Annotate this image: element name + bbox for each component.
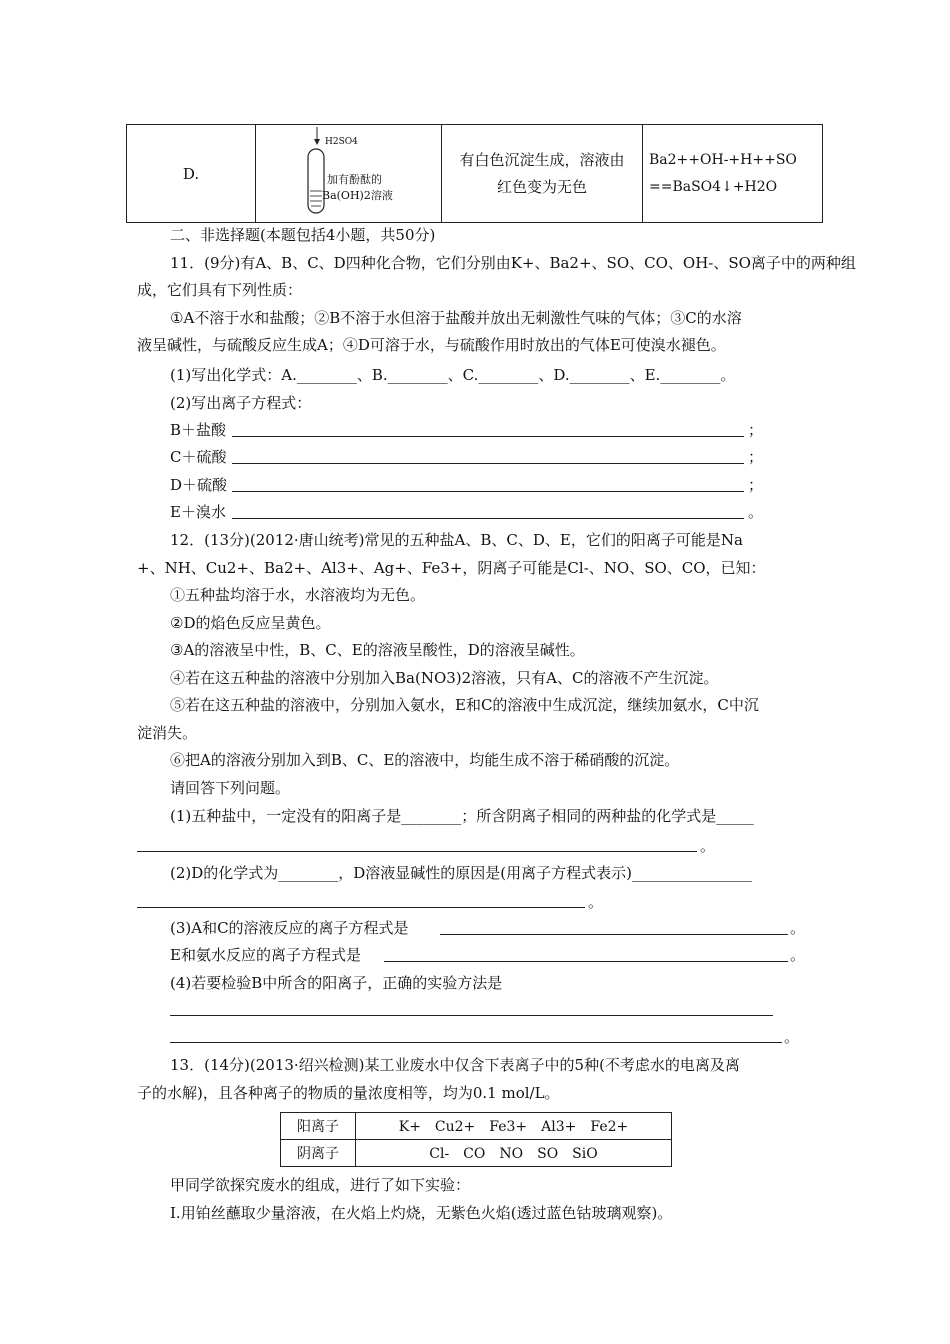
q12-s2: (2)D的化学式为________，D溶液显碱性的原因是(用离子方程式表示)________________ [170, 864, 753, 882]
section-title: 二、非选择题(本题包括4小题，共50分) [170, 226, 436, 244]
answer-blank[interactable] [170, 1042, 782, 1043]
q11-prop1: ①A不溶于水和盐酸；②B不溶于水但溶于盐酸并放出无刺激性气味的气体；③C的水溶 [170, 309, 742, 327]
q12-head2: +、NH、Cu2+、Ba2+、Al3+、Ag+、Fe3+，阴离子可能是Cl-、NO、SO、CO，已知： [137, 559, 766, 577]
answer-blank[interactable] [170, 1015, 773, 1016]
answer-blank[interactable] [232, 463, 744, 464]
q12-c3: ③A的溶液呈中性，B、C、E的溶液呈酸性，D的溶液呈碱性。 [170, 641, 585, 659]
q12-s4: (4)若要检验B中所含的阳离子，正确的实验方法是 [170, 974, 503, 992]
ion-table [280, 1112, 672, 1167]
option-label: D. [127, 125, 256, 223]
q13-step1: Ⅰ.用铂丝蘸取少量溶液，在火焰上灼烧，无紫色火焰(透过蓝色钴玻璃观察)。 [170, 1204, 673, 1222]
equation-cell: Ba2++OH-+H++SO ==BaSO4↓+H2O [643, 125, 823, 223]
eq-d-label: D＋硫酸 [170, 476, 228, 494]
eq-c-label: C＋硫酸 [170, 448, 227, 466]
q12-c5a: ⑤若在这五种盐的溶液中，分别加入氨水，E和C的溶液中生成沉淀，继续加氨水，C中沉 [170, 696, 759, 714]
q12-c1: ①五种盐均溶于水，水溶液均为无色。 [170, 586, 426, 604]
q13-head2: 子的水解)，且各种离子的物质的量浓度相等，均为0.1 mol/L。 [137, 1084, 560, 1102]
table-row: 阳离子 K+ Cu2+ Fe3+ Al3+ Fe2+ [281, 1113, 672, 1140]
q11-head: 11．(9分)有A、B、C、D四种化合物，它们分别由K+、Ba2+、SO、CO、OH-、SO离子中的两种组 [170, 254, 856, 272]
q12-s3: (3)A和C的溶液反应的离子方程式是 [170, 919, 409, 937]
answer-blank[interactable] [137, 907, 585, 908]
tube-caption-2: Ba(OH)2溶液 [322, 189, 393, 202]
q12-c6: ⑥把A的溶液分别加入到B、C、E的溶液中，均能生成不溶于稀硝酸的沉淀。 [170, 751, 680, 769]
answer-blank[interactable] [440, 934, 788, 935]
answer-blank[interactable] [232, 436, 744, 437]
q11-sub1: (1)写出化学式：A.________、B.________、C.________、D.________、E.________。 [170, 366, 736, 384]
phenomenon-cell: 有白色沉淀生成，溶液由 红色变为无色 [442, 125, 643, 223]
q12-c2: ②D的焰色反应呈黄色。 [170, 614, 331, 632]
q12-ask: 请回答下列问题。 [170, 779, 291, 797]
eq-b-label: B＋盐酸 [170, 421, 227, 439]
table-row: 阴离子 Cl- CO NO SO SiO [281, 1140, 672, 1167]
q12-head: 12．(13分)(2012·唐山统考)常见的五种盐A、B、C、D、E，它们的阳离子可能是Na [170, 531, 743, 549]
reagent-label: H2SO4 [325, 137, 358, 147]
q11-sub2: (2)写出离子方程式： [170, 394, 312, 412]
q12-s3b: E和氨水反应的离子方程式是 [170, 946, 361, 964]
q13-intro: 甲同学欲探究废水的组成，进行了如下实验： [170, 1176, 471, 1194]
experiment-table [126, 124, 823, 223]
answer-blank[interactable] [137, 851, 697, 852]
q11-head2: 成，它们具有下列性质： [137, 281, 303, 299]
q13-head: 13．(14分)(2013·绍兴检测)某工业废水中仅含下表离子中的5种(不考虑水的电离及离 [170, 1056, 740, 1074]
q12-s1: (1)五种盐中，一定没有的阳离子是________；所含阴离子相同的两种盐的化学式是_____ [170, 807, 754, 825]
tube-caption-1: 加有酚酞的 [327, 173, 382, 186]
q12-c4: ④若在这五种盐的溶液中分别加入Ba(NO3)2溶液，只有A、C的溶液不产生沉淀。 [170, 669, 719, 687]
answer-blank[interactable] [232, 491, 744, 492]
answer-blank[interactable] [232, 518, 744, 519]
table-row [127, 125, 823, 223]
arrow-icon [314, 139, 320, 145]
eq-e-label: E＋溴水 [170, 503, 226, 521]
test-tube-icon [308, 149, 324, 213]
answer-blank[interactable] [384, 961, 788, 962]
q12-c5b: 淀消失。 [137, 724, 198, 742]
q11-prop2: 液呈碱性，与硫酸反应生成A；④D可溶于水，与硫酸作用时放出的气体E可使溴水褪色。 [137, 336, 726, 354]
apparatus-cell [256, 125, 442, 223]
